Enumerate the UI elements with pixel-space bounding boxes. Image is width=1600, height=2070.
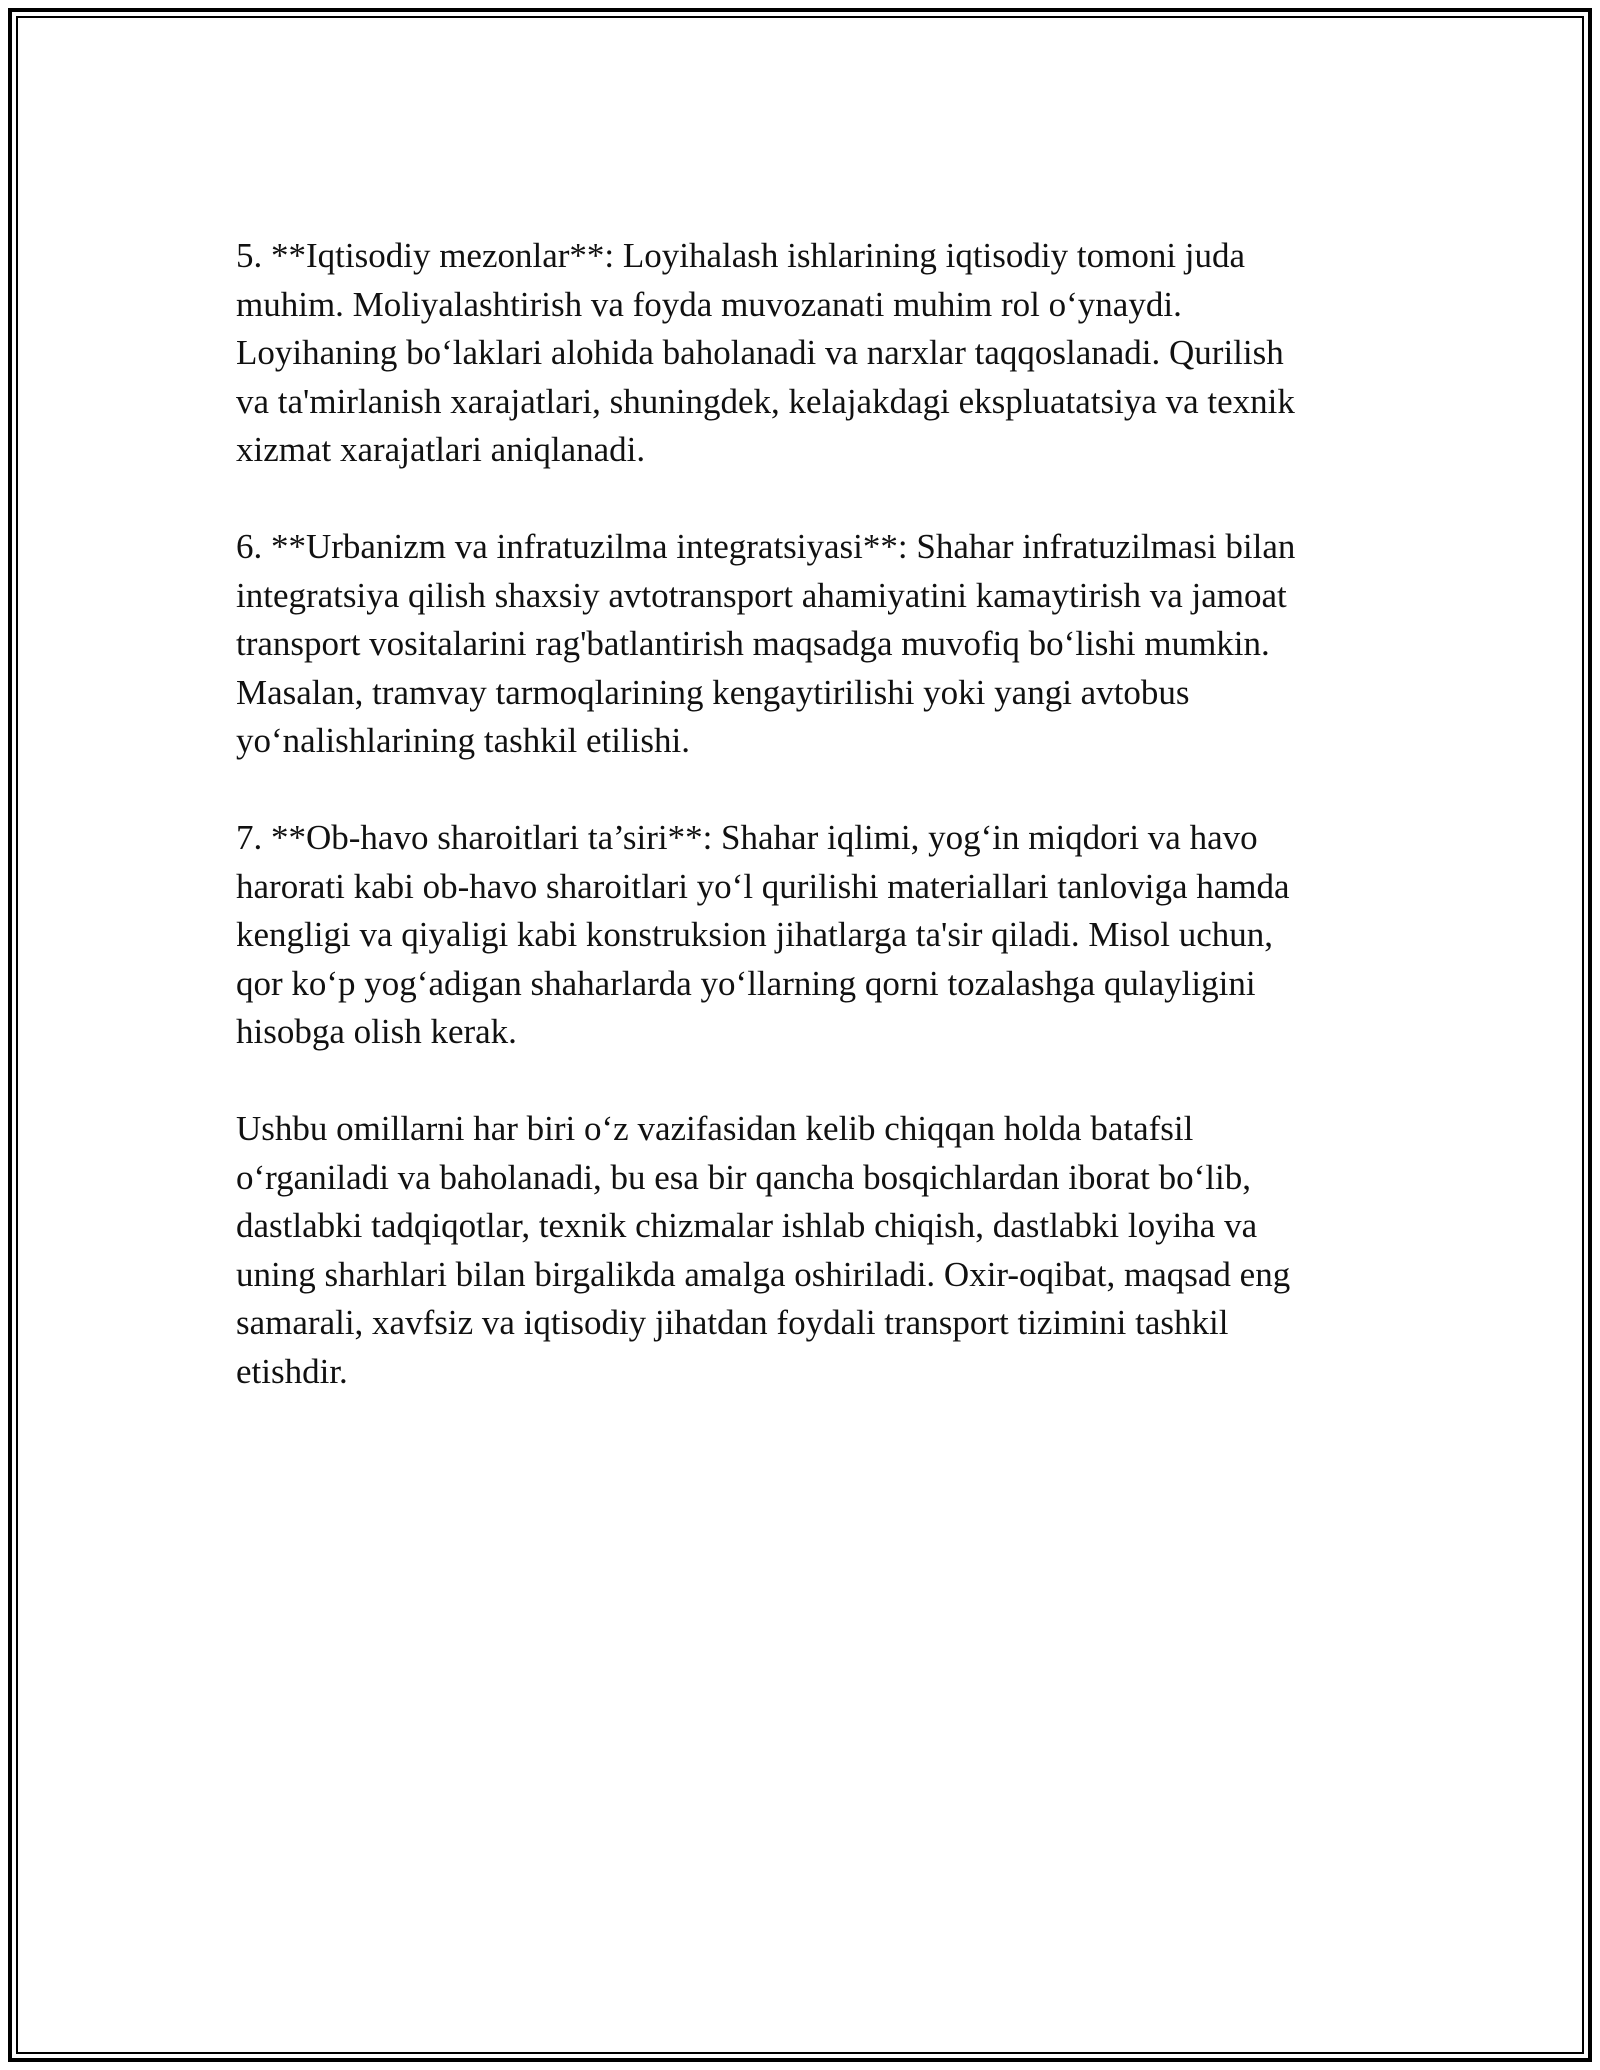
paragraph-urbanism-integration: 6. **Urbanizm va infratuzilma integratsiyasi**: Shahar infratuzilmasi bilan integratsiya qilish shaxsiy avtotransport ahamiyatini kamaytirish va jamoat transport vositalarini rag'batlantirish maqsadga muvofiq bo‘lishi mumkin. Masalan, tramvay tarmoqlarining kengaytirilishi yoki yangi avtobus yo‘nalishlarining tashkil etilishi. <box>236 527 1296 760</box>
paragraph-economic-criteria: 5. **Iqtisodiy mezonlar**: Loyihalash ishlarining iqtisodiy tomoni juda muhim. Moliyalashtirish va foyda muvozanati muhim rol o‘ynaydi. Loyihaning bo‘laklari alohida baholanadi va narxlar taqqoslanadi. Qurilish va ta'mirlanish xarajatlari, shuningdek, kelajakdagi ekspluatatsiya va texnik xizmat xarajatlari aniqlanadi. <box>236 236 1295 469</box>
document-body <box>236 232 1364 1445</box>
paragraph-conclusion: Ushbu omillarni har biri o‘z vazifasidan kelib chiqqan holda batafsil o‘rganiladi va baholanadi, bu esa bir qancha bosqichlardan iborat bo‘lib, dastlabki tadqiqotlar, texnik chizmalar ishlab chiqish, dastlabki loyiha va uning sharhlari bilan birgalikda amalga oshiriladi. Oxir-oqibat, maqsad eng samarali, xavfsiz va iqtisodiy jihatdan foydali transport tizimini tashkil etishdir. <box>236 1109 1291 1391</box>
paragraph-weather-impact: 7. **Ob-havo sharoitlari ta’siri**: Shahar iqlimi, yog‘in miqdori va havo harorati kabi ob-havo sharoitlari yo‘l qurilishi materiallari tanloviga hamda kengligi va qiyaligi kabi konstruksion jihatlarga ta'sir qiladi. Misol uchun, qor ko‘p yog‘adigan shaharlarda yo‘llarning qorni tozalashga qulayligini hisobga olish kerak. <box>236 818 1290 1051</box>
